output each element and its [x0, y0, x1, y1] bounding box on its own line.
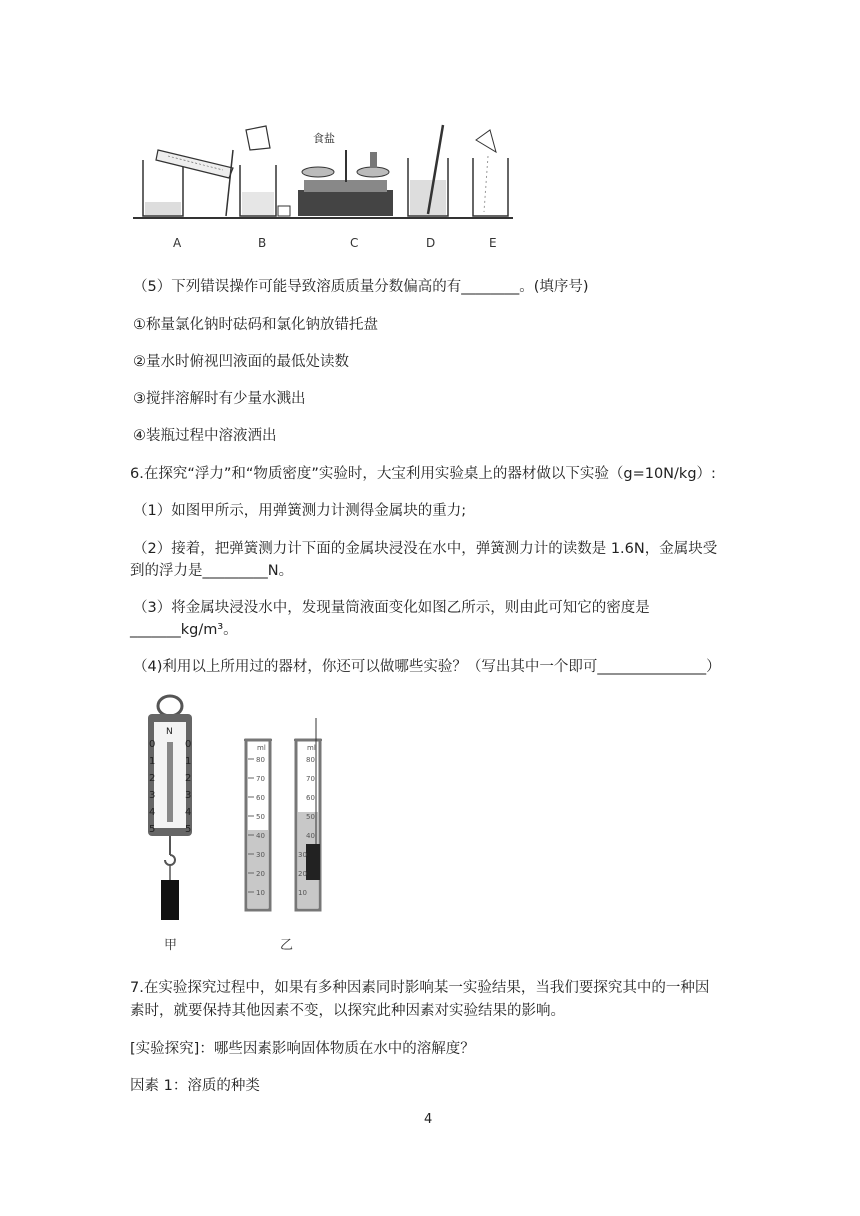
cyl2-tick-50: 50 [306, 813, 315, 821]
cyl1-tick-80: 80 [256, 756, 265, 764]
cyl2-tick-70: 70 [306, 775, 315, 783]
q7-inquiry: [实验探究]：哪些因素影响固体物质在水中的溶解度？ [130, 1041, 475, 1057]
cyl1-tick-60: 60 [256, 794, 265, 802]
q7-stem-line2: 素时，就要保持其他因素不变，以探究此种因素对实验结果的影响。 [130, 1003, 565, 1019]
spring-scale-icon [148, 696, 192, 920]
scale-right-3: 3 [185, 790, 192, 801]
q6-part2-line2: 到的浮力是_________N。 [130, 563, 294, 579]
scale-left-0: 0 [149, 739, 156, 750]
q6-part2-line1: （2）接着，把弹簧测力计下面的金属块浸没在水中，弹簧测力计的读数是 1.6N，金属块受 [133, 541, 718, 557]
cyl2-tick-80: 80 [306, 756, 315, 764]
q5-option-1: ①称量氯化钠时砝码和氯化钠放错托盘 [133, 317, 378, 333]
cyl2-tick-20: 20 [298, 870, 307, 878]
scale-right-1: 1 [185, 756, 192, 767]
q5-option-2: ②量水时俯视凹液面的最低处读数 [133, 354, 349, 370]
cyl1-tick-50: 50 [256, 813, 265, 821]
scale-left-2: 2 [149, 773, 156, 784]
figure-label-e: E [489, 236, 497, 250]
q5-option-3: ③搅拌溶解时有少量水溅出 [133, 391, 306, 407]
q7-stem-line1: 7.在实验探究过程中，如果有多种因素同时影响某一实验结果，当我们要探究其中的一种因 [130, 980, 710, 996]
scale-left-1: 1 [149, 756, 156, 767]
q5-option-4: ④装瓶过程中溶液洒出 [133, 428, 277, 444]
jar-b-icon [240, 126, 290, 216]
unit-n-label: N [166, 727, 173, 737]
beaker-e-icon [473, 130, 508, 216]
scale-right-2: 2 [185, 773, 192, 784]
figure-label-b: B [258, 236, 267, 250]
cyl1-tick-30: 30 [256, 851, 265, 859]
scale-left-4: 4 [149, 807, 156, 818]
page-number: 4 [424, 1112, 433, 1127]
figure-label-yi: 乙 [280, 938, 294, 953]
scale-right-4: 4 [185, 807, 192, 818]
graduated-cylinders-figure [236, 718, 346, 918]
scale-right-5: 5 [185, 824, 192, 835]
scale-right-0: 0 [185, 739, 192, 750]
scale-left-5: 5 [149, 824, 156, 835]
salt-label: 食盐 [313, 132, 335, 145]
cyl2-tick-60: 60 [306, 794, 315, 802]
q6-part3-line1: （3）将金属块浸没水中，发现量筒液面变化如图乙所示，则由此可知它的密度是 [133, 600, 650, 616]
figure-label-d: D [426, 236, 436, 250]
cyl1-unit: ml [257, 744, 266, 752]
lab-apparatus-figure [128, 120, 518, 230]
figure-label-jia: 甲 [164, 938, 178, 953]
cyl1-tick-10: 10 [256, 889, 265, 897]
cyl2-tick-40: 40 [306, 832, 315, 840]
q6-stem: 6.在探究“浮力”和“物质密度”实验时，大宝利用实验桌上的器材做以下实验（g=10N/kg）: [130, 466, 716, 482]
q7-factor1: 因素 1：溶质的种类 [130, 1078, 260, 1094]
q5-prompt: （5）下列错误操作可能导致溶质质量分数偏高的有________。(填序号) [133, 279, 589, 295]
figure-label-a: A [173, 236, 182, 250]
cyl1-tick-40: 40 [256, 832, 265, 840]
beaker-a-icon [143, 150, 233, 216]
figure-label-c: C [350, 236, 359, 250]
cylinder-before-icon [244, 740, 272, 910]
q6-part3-line2: _______kg/m³。 [130, 622, 238, 638]
q6-part4: （4)利用以上所用过的器材，你还可以做哪些实验？（写出其中一个即可_______________） [133, 659, 721, 675]
scale-left-3: 3 [149, 790, 156, 801]
q6-part1: （1）如图甲所示，用弹簧测力计测得金属块的重力; [133, 503, 467, 519]
balance-c-icon [298, 131, 393, 216]
cyl1-tick-20: 20 [256, 870, 265, 878]
cylinder-after-icon [294, 718, 322, 910]
cyl1-tick-70: 70 [256, 775, 265, 783]
cyl2-tick-30: 30 [298, 851, 307, 859]
beaker-d-icon [408, 125, 448, 216]
cyl2-unit: ml [307, 744, 316, 752]
cyl2-tick-10: 10 [298, 889, 307, 897]
